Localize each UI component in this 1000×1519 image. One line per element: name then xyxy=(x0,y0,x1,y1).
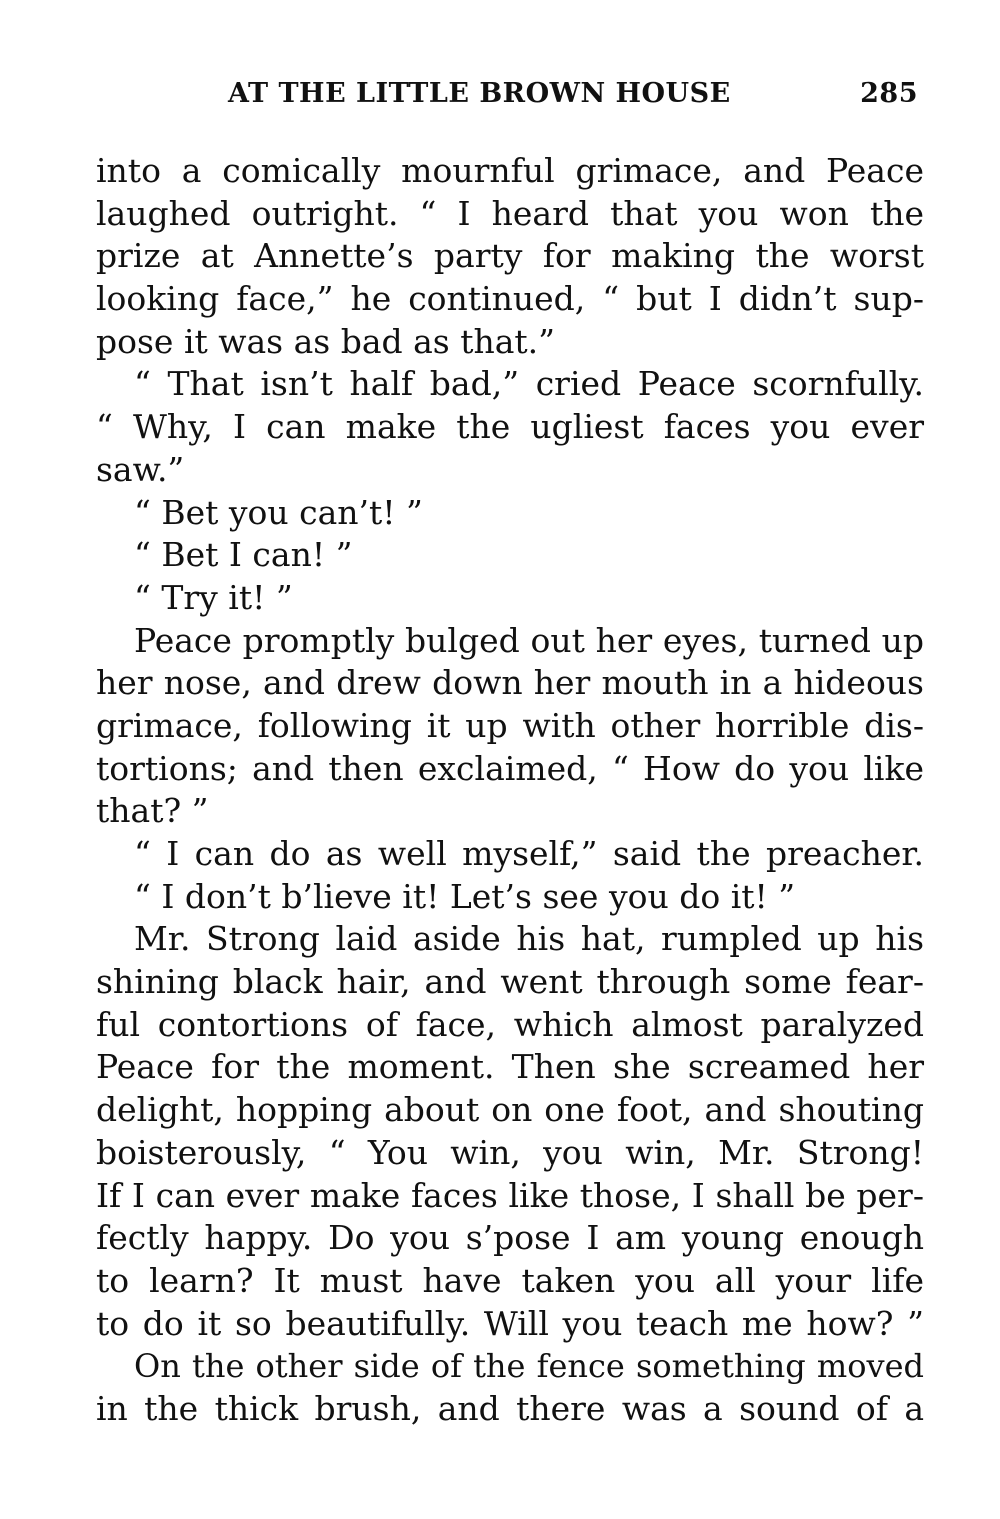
text-line: pose it was as bad as that.” xyxy=(96,321,556,361)
text-line: Mr. Strong laid aside his hat, rumpled up his xyxy=(134,919,924,959)
text-line: into a comically mournful grimace, and Peace xyxy=(96,151,924,190)
text-line: “ Bet you can’t! ” xyxy=(134,492,423,532)
text-line: “ Try it! ” xyxy=(134,577,293,617)
text-line: prize at Annette’s party for making the worst xyxy=(96,236,924,276)
text-line: in the thick brush, and there was a sound of a xyxy=(96,1388,924,1428)
text-line: Peace for the moment. Then she screamed her xyxy=(96,1047,924,1087)
text-line: On the other side of the fence something moved xyxy=(134,1347,924,1386)
text-line: boisterously, “ You win, you win, Mr. Strong! xyxy=(96,1132,924,1172)
page-number: 285 xyxy=(860,78,918,109)
text-line: that? ” xyxy=(96,791,209,831)
text-line: tortions; and then exclaimed, “ How do you like xyxy=(96,748,924,788)
text-line: “ That isn’t half bad,” cried Peace scornfully. xyxy=(134,364,924,404)
text-line: Peace promptly bulged out her eyes, turned up xyxy=(134,620,924,660)
running-head-title: AT THE LITTLE BROWN HOUSE xyxy=(228,78,731,109)
text-line: grimace, following it up with other horrible dis- xyxy=(96,705,924,745)
text-line: “ I can do as well myself,” said the preacher. xyxy=(134,834,924,873)
text-line: delight, hopping about on one foot, and shouting xyxy=(96,1090,924,1130)
text-line: “ I don’t b’lieve it! Let’s see you do it! ” xyxy=(134,876,796,916)
text-line: her nose, and drew down her mouth in a hideous xyxy=(96,663,924,703)
text-line: If I can ever make faces like those, I shall be per- xyxy=(96,1175,924,1215)
text-line: “ Why, I can make the ugliest faces you ever xyxy=(96,407,924,447)
text-line: ful contortions of face, which almost paralyzed xyxy=(96,1004,924,1044)
text-line: to learn? It must have taken you all your life xyxy=(96,1260,924,1300)
text-line: “ Bet I can! ” xyxy=(134,535,353,575)
text-line: saw.” xyxy=(96,449,185,489)
text-line: to do it so beautifully. Will you teach me how? ” xyxy=(96,1303,924,1343)
text-line: shining black hair, and went through some fear- xyxy=(96,962,924,1002)
text-line: fectly happy. Do you s’pose I am young enough xyxy=(96,1218,924,1258)
running-head xyxy=(228,78,918,114)
body-text xyxy=(96,150,924,1431)
text-line: looking face,” he continued, “ but I didn’t sup- xyxy=(96,279,924,319)
text-line: laughed outright. “ I heard that you won the xyxy=(96,193,924,233)
